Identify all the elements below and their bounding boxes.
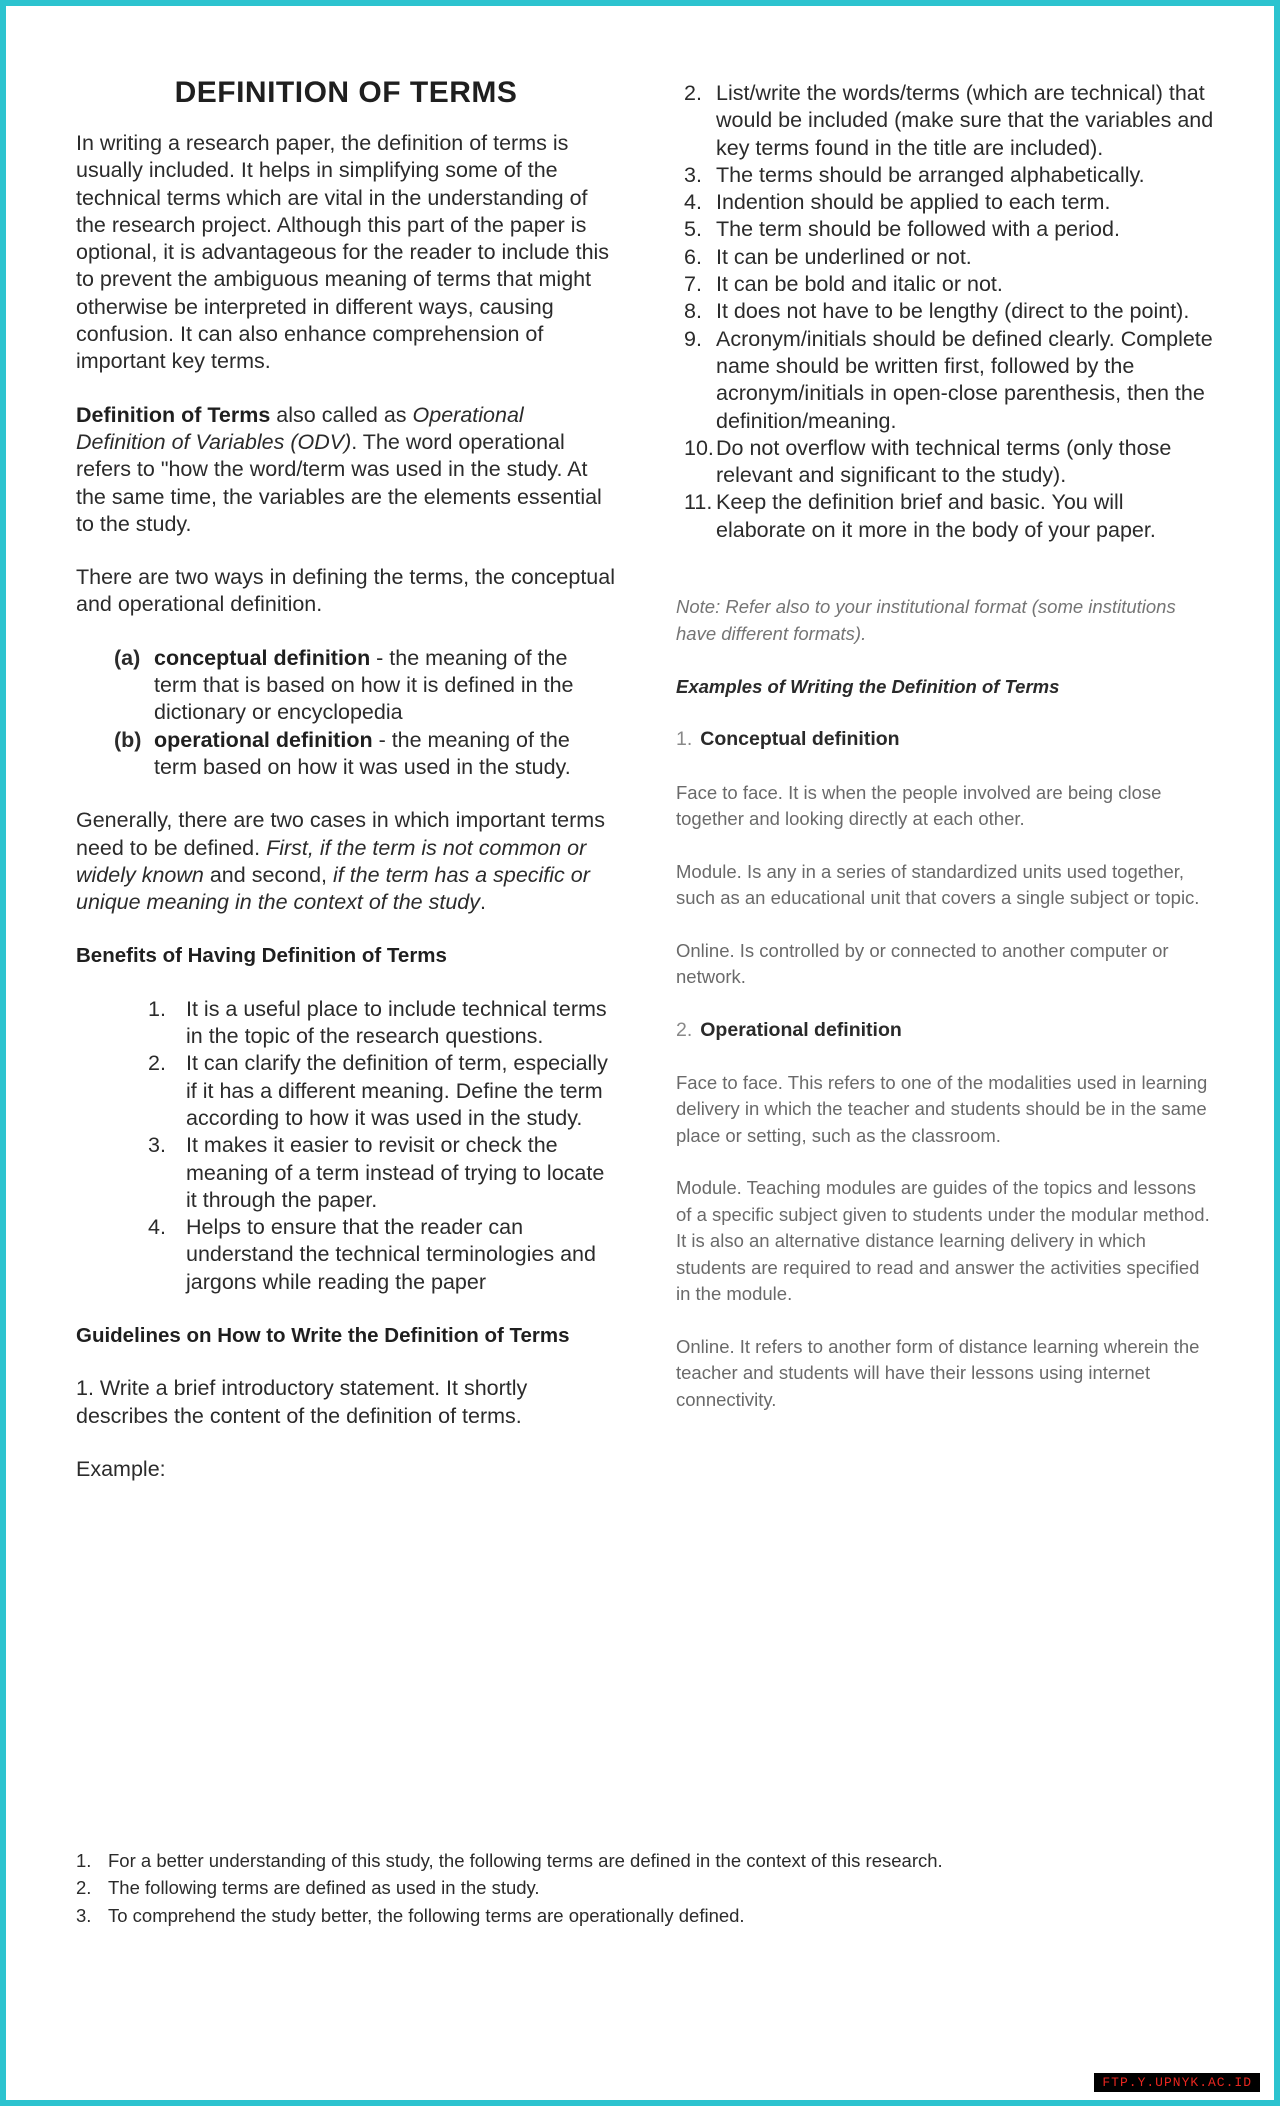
list-number: 4.: [148, 1215, 166, 1240]
list-item-text: Do not overflow with technical terms (only those relevant and significant to the study).: [716, 435, 1172, 488]
list-number: 8.: [684, 299, 702, 324]
list-number: 3.: [148, 1133, 166, 1158]
list-number: 1.: [76, 1850, 92, 1871]
example-definition: Face to face. It is when the people involved are being close together and looking directly at each other.: [676, 781, 1162, 830]
list-item: [684, 216, 1216, 243]
conceptual-examples: [676, 780, 1216, 991]
cases-and: and second,: [203, 862, 333, 887]
list-number: 5.: [684, 217, 702, 242]
watermark: FTP.Y.UPNYK.AC.ID: [1094, 2073, 1260, 2092]
list-item: [684, 435, 1216, 490]
list-item-text: It makes it easier to revisit or check the meaning of a term instead of trying to locate it through the paper.: [186, 1133, 605, 1212]
guideline-1: 1. Write a brief introductory statement. It shortly describes the content of the definition of terms.: [76, 1376, 528, 1428]
example-definition: Online. It refers to another form of distance learning wherein the teacher and students will have their lessons using internet connectivity.: [676, 1335, 1200, 1410]
list-item: [684, 489, 1216, 544]
benefits-list: [76, 996, 616, 1296]
example-statements-list: [76, 1847, 956, 1929]
guidelines-heading: Guidelines on How to Write the Definition of Terms: [76, 1323, 570, 1347]
list-number: 6.: [684, 244, 702, 269]
examples-heading: Examples of Writing the Definition of Terms: [676, 676, 1060, 698]
left-column: [76, 76, 616, 1483]
list-item-text: To comprehend the study better, the following terms are operationally defined.: [108, 1904, 745, 1926]
list-number: 2.: [76, 1877, 92, 1899]
intro-paragraph: In writing a research paper, the definition of terms is usually included. It helps in simplifying some of the technical terms which are vital in the understanding of the research project. Although this part of the paper is optional, it is advantageous for the reader to include this to prevent the ambiguous meaning of terms that might otherwise be interpreted in different ways, causing confusion. It can also enhance comprehension of important key terms.: [76, 131, 610, 374]
list-item: [148, 1132, 616, 1214]
list-number: 1.: [148, 996, 166, 1021]
definition-type-item: [114, 645, 616, 727]
page-title: DEFINITION OF TERMS: [174, 76, 518, 109]
odv-rest: . The word operational refers to "how the word/term was used in the study. At the same time, the variables are the elements essential to the study.: [76, 429, 602, 536]
definition-type-term: conceptual definition: [154, 645, 371, 670]
list-item-text: It does not have to be lengthy (direct to the point).: [716, 299, 1190, 324]
list-item-text: The term should be followed with a period.: [716, 217, 1120, 242]
benefits-heading: Benefits of Having Definition of Terms: [76, 944, 447, 968]
list-item: [148, 1050, 616, 1132]
list-number: 9.: [684, 326, 702, 351]
list-number: 11.: [684, 490, 713, 515]
operational-number: 2.: [676, 1018, 693, 1041]
example-definition: Face to face. This refers to one of the modalities used in learning delivery in which the teacher and students should be in the same place or setting, such as the classroom.: [676, 1071, 1208, 1146]
list-item: [148, 1214, 616, 1296]
operational-heading: [676, 1017, 1216, 1044]
definition-type-term: operational definition: [154, 727, 373, 752]
list-item: [76, 1847, 956, 1874]
example-definition: Module. Is any in a series of standardized units used together, such as an educational unit that covers a single subject or topic.: [676, 860, 1200, 909]
list-item: [684, 244, 1216, 271]
list-item: [684, 298, 1216, 325]
operational-examples: [676, 1070, 1216, 1414]
list-item-text: It is a useful place to include technical terms in the topic of the research questions.: [186, 996, 607, 1049]
list-item: [684, 162, 1216, 189]
list-number: 2.: [684, 81, 702, 105]
two-ways-paragraph: There are two ways in defining the terms, the conceptual and operational definition.: [76, 565, 615, 617]
definition-type-desc: - the meaning of the term that is based on how it is defined in the dictionary or encyclopedia: [154, 645, 574, 725]
list-item-text: For a better understanding of this study, the following terms are defined in the context of this research.: [108, 1850, 943, 1871]
list-item-text: Indention should be applied to each term.: [716, 190, 1111, 215]
example-definition: Online. Is controlled by or connected to another computer or network.: [676, 939, 1169, 988]
list-item-text: Helps to ensure that the reader can understand the technical terminologies and jargons while reading the paper: [186, 1215, 596, 1294]
list-number: 3.: [684, 162, 702, 187]
list-item: [684, 271, 1216, 298]
list-item-text: It can clarify the definition of term, especially if it has a different meaning. Define the term according to how it was used in the study.: [186, 1051, 608, 1130]
list-number: 4.: [684, 190, 702, 215]
cases-start: Generally, there are two cases in which important terms need to be defined.: [76, 808, 605, 860]
example-definition: Module. Teaching modules are guides of the topics and lessons of a specific subject given to students under the modular method. It is also an alternative distance learning delivery in which students are required to read and answer the activities specified in the module.: [676, 1177, 1210, 1305]
list-item: [148, 996, 616, 1051]
definition-types-list: [76, 645, 616, 781]
list-marker: (a): [114, 645, 141, 670]
cases-paragraph: [76, 807, 616, 916]
list-marker: (b): [114, 727, 142, 752]
odv-mid: also called as: [270, 402, 413, 427]
list-item: [76, 1874, 956, 1901]
definition-type-text: [154, 645, 616, 727]
list-item: [684, 189, 1216, 216]
cases-first: First, if the term is not common or widely known: [76, 835, 587, 887]
odv-paragraph: [76, 402, 616, 538]
example-label: Example:: [76, 1456, 166, 1481]
conceptual-heading: [676, 726, 1216, 753]
list-number: 10.: [684, 435, 714, 460]
list-item-text: Acronym/initials should be defined clearly. Complete name should be written first, followed by the acronym/initials in open-close parenthesis, then the definition/meaning.: [716, 326, 1213, 433]
list-item-text: List/write the words/terms (which are technical) that would be included (make sure that the variables and key terms found in the title are included).: [716, 81, 1214, 160]
operational-title: Operational definition: [700, 1018, 902, 1041]
format-note: Note: Refer also to your institutional format (some institutions have different formats).: [676, 596, 1176, 644]
definition-type-item: [114, 727, 616, 782]
cases-end: .: [480, 890, 486, 915]
conceptual-title: Conceptual definition: [700, 728, 900, 751]
list-item: [684, 80, 1216, 162]
list-number: 7.: [684, 272, 702, 297]
definition-type-desc: - the meaning of the term based on how it was used in the study.: [154, 727, 571, 779]
conceptual-number: 1.: [676, 728, 693, 751]
list-item-text: Keep the definition brief and basic. You will elaborate on it more in the body of your paper.: [716, 490, 1156, 542]
odv-italic: Operational Definition of Variables (ODV): [76, 402, 524, 454]
list-item: [684, 326, 1216, 435]
list-item-text: The terms should be arranged alphabetically.: [716, 162, 1145, 187]
list-number: 2.: [148, 1051, 166, 1076]
guidelines-list: [676, 80, 1216, 544]
list-item-text: The following terms are defined as used in the study.: [108, 1877, 540, 1899]
list-item: [76, 1902, 956, 1929]
odv-term: Definition of Terms: [76, 402, 271, 427]
right-column: [676, 80, 1216, 1439]
list-number: 3.: [76, 1904, 92, 1926]
cases-second: if the term has a specific or unique meaning in the context of the study: [76, 862, 590, 915]
list-item-text: It can be bold and italic or not.: [716, 272, 1003, 297]
list-item-text: It can be underlined or not.: [716, 244, 972, 269]
definition-type-text: [154, 727, 616, 782]
